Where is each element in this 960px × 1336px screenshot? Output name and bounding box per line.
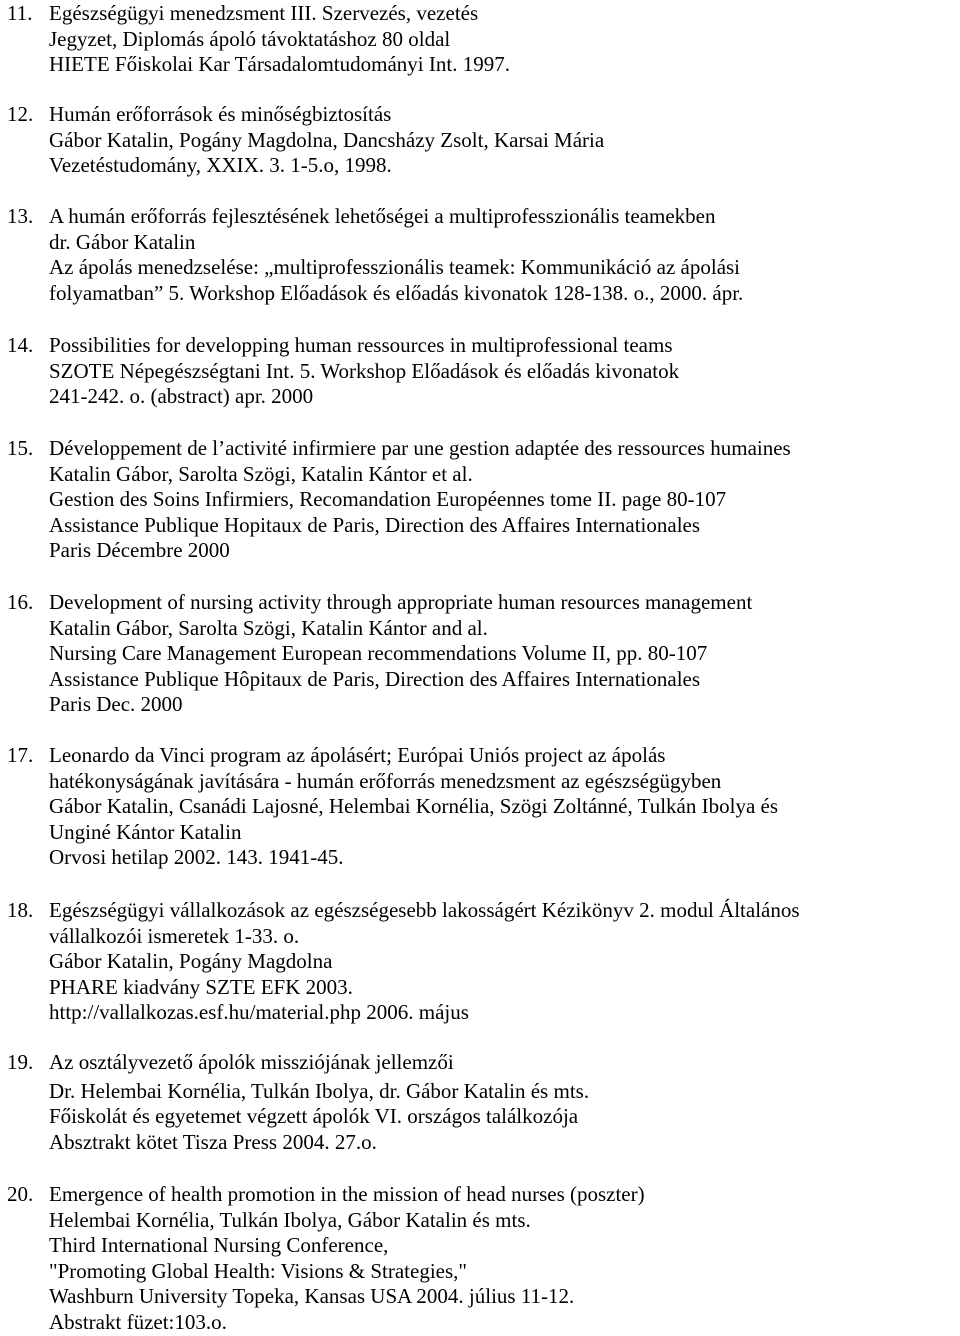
item-line: Orvosi hetilap 2002. 143. 1941-45. xyxy=(49,845,344,870)
item-line: Abstrakt füzet:103.o. xyxy=(49,1309,227,1334)
item-line: Gestion des Soins Infirmiers, Recomandation Européennes tome II. page 80-107 xyxy=(49,487,727,512)
item-text xyxy=(49,898,960,1026)
item-line: Jegyzet, Diplomás ápoló távoktatáshoz 80 oldal xyxy=(49,26,451,51)
item-text xyxy=(49,102,960,179)
item-line: Paris Décembre 2000 xyxy=(49,538,230,563)
item-line: Dr. Helembai Kornélia, Tulkán Ibolya, dr. Gábor Katalin és mts. xyxy=(49,1078,590,1103)
item-line: Washburn University Topeka, Kansas USA 2004. július 11-12. xyxy=(49,1284,575,1309)
item-line: Gábor Katalin, Csanádi Lajosné, Helembai Kornélia, Szögi Zoltánné, Tulkán Ibolya és xyxy=(49,794,779,819)
item-text xyxy=(49,1182,960,1336)
item-number: 19. xyxy=(7,1050,34,1074)
item-title: Leonardo da Vinci program az ápolásért; Európai Uniós project az ápolás xyxy=(49,743,666,767)
item-line: Assistance Publique Hopitaux de Paris, Direction des Affaires Internationales xyxy=(49,512,701,537)
item-line: Absztrakt kötet Tisza Press 2004. 27.o. xyxy=(49,1129,377,1154)
item-number: 17. xyxy=(7,743,34,767)
item-line: Főiskolát és egyetemet végzett ápolók VI. országos találkozója xyxy=(49,1104,579,1129)
item-title: Humán erőforrások és minőségbiztosítás xyxy=(49,102,392,126)
item-line: Katalin Gábor, Sarolta Szögi, Katalin Kántor et al. xyxy=(49,461,473,486)
item-line: folyamatban” 5. Workshop Előadások és előadás kivonatok 128-138. o., 2000. ápr. xyxy=(49,280,744,305)
item-line: HIETE Főiskolai Kar Társadalomtudományi Int. 1997. xyxy=(49,52,510,77)
item-text xyxy=(49,333,960,410)
item-text xyxy=(49,1,960,78)
item-text xyxy=(49,743,960,871)
item-line: Vezetéstudomány, XXIX. 3. 1-5.o, 1998. xyxy=(49,153,392,178)
item-line: Az ápolás menedzselése: „multiprofesszionális teamek: Kommunikáció az ápolási xyxy=(49,255,741,280)
item-title: Az osztályvezető ápolók missziójának jellemzői xyxy=(49,1050,454,1074)
item-title: A humán erőforrás fejlesztésének lehetőségei a multiprofesszionális teamekben xyxy=(49,204,716,228)
item-title: Egészségügyi vállalkozások az egészségesebb lakosságért Kézikönyv 2. modul Általános xyxy=(49,898,800,922)
item-number: 18. xyxy=(7,898,34,922)
item-number: 11. xyxy=(7,1,33,25)
item-text xyxy=(49,590,960,718)
item-line: Paris Dec. 2000 xyxy=(49,692,183,717)
item-line: "Promoting Global Health: Visions & Strategies," xyxy=(49,1258,467,1283)
item-line: PHARE kiadvány SZTE EFK 2003. xyxy=(49,974,353,999)
item-number: 13. xyxy=(7,204,34,228)
item-number: 12. xyxy=(7,102,34,126)
item-title: Développement de l’activité infirmiere par une gestion adaptée des ressources humaines xyxy=(49,436,791,460)
item-line: Assistance Publique Hôpitaux de Paris, Direction des Affaires Internationales xyxy=(49,666,701,691)
item-line: Helembai Kornélia, Tulkán Ibolya, Gábor Katalin és mts. xyxy=(49,1207,531,1232)
item-line: vállalkozói ismeretek 1-33. o. xyxy=(49,923,300,948)
item-line: Unginé Kántor Katalin xyxy=(49,819,242,844)
item-title: Development of nursing activity through appropriate human resources management xyxy=(49,590,753,614)
item-line: http://vallalkozas.esf.hu/material.php 2006. május xyxy=(49,1000,469,1025)
item-title: Emergence of health promotion in the mission of head nurses (poszter) xyxy=(49,1182,645,1206)
item-line: Gábor Katalin, Pogány Magdolna, Dancsházy Zsolt, Karsai Mária xyxy=(49,127,605,152)
item-line: 241-242. o. (abstract) apr. 2000 xyxy=(49,384,314,409)
item-text xyxy=(49,436,960,564)
item-line: Third International Nursing Conference, xyxy=(49,1233,389,1258)
item-number: 20. xyxy=(7,1182,34,1206)
item-title: Egészségügyi menedzsment III. Szervezés, vezetés xyxy=(49,1,479,25)
item-title: Possibilities for developping human ressources in multiprofessional teams xyxy=(49,333,673,357)
item-line: Gábor Katalin, Pogány Magdolna xyxy=(49,949,333,974)
item-line: hatékonyságának javítására - humán erőforrás menedzsment az egészségügyben xyxy=(49,768,722,793)
item-number: 14. xyxy=(7,333,34,357)
item-line: SZOTE Népegészségtani Int. 5. Workshop Előadások és előadás kivonatok xyxy=(49,358,680,383)
item-number: 15. xyxy=(7,436,34,460)
item-line: dr. Gábor Katalin xyxy=(49,229,196,254)
item-line: Nursing Care Management European recommendations Volume II, pp. 80-107 xyxy=(49,641,708,666)
item-text xyxy=(49,1050,960,1155)
item-number: 16. xyxy=(7,590,34,614)
item-line: Katalin Gábor, Sarolta Szögi, Katalin Kántor and al. xyxy=(49,615,488,640)
item-text xyxy=(49,204,960,306)
